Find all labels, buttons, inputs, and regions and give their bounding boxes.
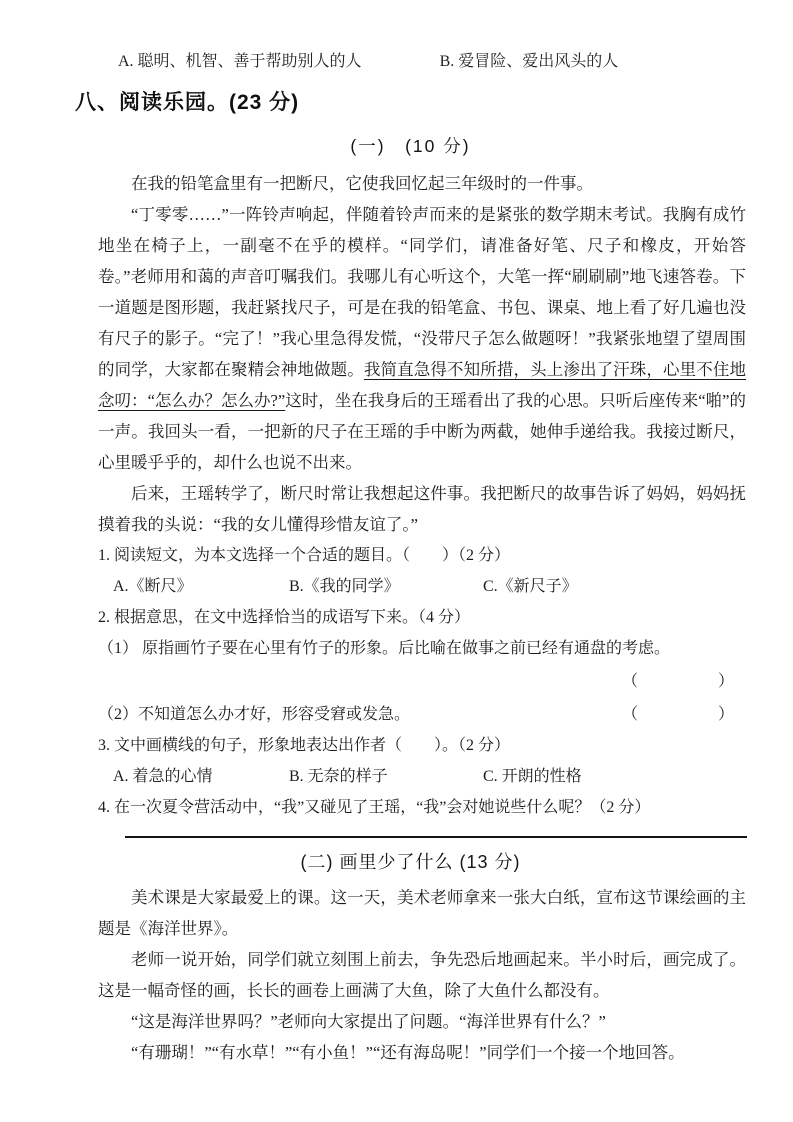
question-2-item-1: （1） 原指画竹子要在心里有竹子的形象。后比喻在做事之前已经有通盘的考虑。 bbox=[98, 640, 671, 657]
passage2-paragraph-3: “这是海洋世界吗？”老师向大家提出了问题。“海洋世界有什么？” bbox=[131, 1012, 606, 1031]
question-3-option-b: B. 无奈的样子 bbox=[289, 768, 388, 785]
paragraph2-text-pre: “丁零零……”一阵铃声响起，伴随着铃声而来的是紧张的数学期末考试。我胸有成竹地坐在椅子上，一副毫不在乎的模样。“同学们，请准备好笔、尺子和橡皮，开始答卷。”老师用和蔼的声音叮嘱我们。我哪儿有心听这个，大笔一挥“刷刷刷”地飞速答卷。下一道题是图形题，我赶紧找尺子，可是在我的铅笔盒、书包、课桌、地上看了好几遍也没有尺子的影子。“完了！”我心里急得发慌，“没带尺子怎么做题呀！”我紧张地望了望周围的同学，大家都在聚精会神地做题。 bbox=[98, 205, 746, 379]
answer-blank-1: （ ） bbox=[621, 673, 734, 690]
answer-blank-2: （ ） bbox=[621, 706, 734, 723]
question-1-option-c: C.《新尺子》 bbox=[483, 578, 578, 595]
question-1-option-a: A.《断尺》 bbox=[113, 578, 193, 595]
passage1-paragraph-3: 后来，王瑶转学了，断尺时常让我想起这件事。我把断尺的故事告诉了妈妈，妈妈抚摸着我的头说：“我的女儿懂得珍惜友谊了。” bbox=[98, 484, 746, 534]
question-2-item-2-row bbox=[98, 699, 746, 730]
section-divider bbox=[125, 836, 747, 838]
passage2-body bbox=[98, 882, 746, 1068]
passage1-paragraph-2 bbox=[98, 199, 746, 478]
section-heading: 八、阅读乐园。(23 分) bbox=[75, 91, 300, 114]
passage2-paragraph-2: 老师一说开始，同学们就立刻围上前去，争先恐后地画起来。半小时后，画完成了。这是一幅奇怪的画，长长的画卷上画满了大鱼，除了大鱼什么都没有。 bbox=[98, 950, 746, 1000]
passage1-paragraph-1: 在我的铅笔盒里有一把断尺，它使我回忆起三年级时的一件事。 bbox=[131, 174, 593, 193]
question-2: 2. 根据意思，在文中选择恰当的成语写下来。（4 分） bbox=[98, 609, 471, 626]
question-2-item-2: （2）不知道怎么办才好，形容受窘或发急。 bbox=[98, 706, 411, 723]
passage1-heading: (一) (10 分) bbox=[350, 136, 471, 156]
question-3-option-c: C. 开朗的性格 bbox=[483, 768, 582, 785]
question-3-options bbox=[98, 761, 746, 792]
passage2-heading: (二) 画里少了什么 (13 分) bbox=[300, 852, 521, 872]
question-3: 3. 文中画横线的句子，形象地表达出作者（ ）。（2 分） bbox=[98, 737, 511, 754]
question-1: 1. 阅读短文，为本文选择一个合适的题目。（ ）（2 分） bbox=[98, 547, 511, 564]
question-1-options bbox=[98, 571, 746, 602]
passage1-questions bbox=[98, 540, 746, 823]
passage2-paragraph-1: 美术课是大家最爱上的课。这一天，美术老师拿来一张大白纸，宣布这节课绘画的主题是《海洋世界》。 bbox=[98, 888, 746, 938]
passage2-paragraph-4: “有珊瑚！”“有水草！”“有小鱼！”“还有海岛呢！”同学们一个接一个地回答。 bbox=[131, 1043, 685, 1062]
prev-question-options bbox=[118, 50, 746, 74]
underlined-sentence: 我简直急得不知所措，头上渗出了汗珠，心里不住地念叨：“怎么办？怎么办?” bbox=[98, 360, 747, 410]
question-3-option-a: A. 着急的心情 bbox=[113, 768, 213, 785]
prev-option-a: A. 聪明、机智、善于帮助别人的人 bbox=[118, 53, 362, 70]
passage1-body bbox=[98, 168, 746, 540]
prev-option-b: B. 爱冒险、爱出风头的人 bbox=[439, 53, 619, 70]
paragraph2-text-post: 这时，坐在我身后的王瑶看出了我的心思。只听后座传来“啪”的一声。我回头一看，一把新的尺子在王瑶的手中断为两截，她伸手递给我。我接过断尺，心里暖乎乎的，却什么也说不出来。 bbox=[98, 391, 746, 472]
question-4: 4. 在一次夏令营活动中，“我”又碰见了王瑶，“我”会对她说些什么呢？（2 分） bbox=[98, 799, 651, 816]
question-1-option-b: B.《我的同学》 bbox=[289, 578, 400, 595]
